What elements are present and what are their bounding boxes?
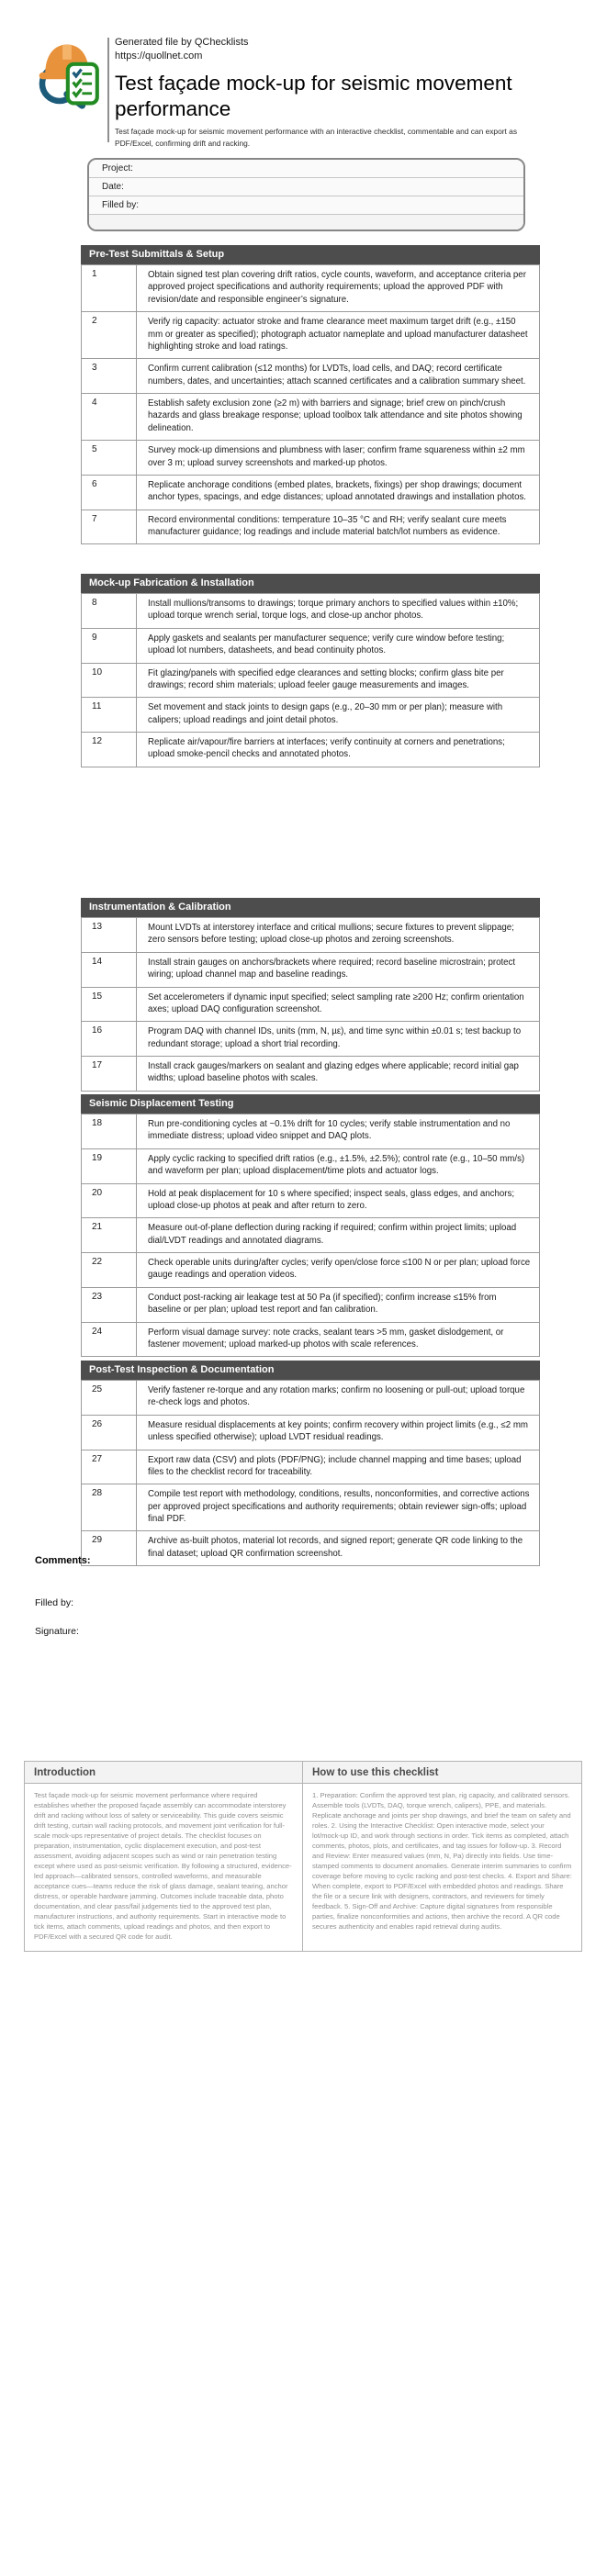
- item-text: Perform visual damage survey: note cracks, sealant tears >5 mm, gasket dislodgement, or fastener movement; upload marked-up photos with scale references.: [137, 1322, 540, 1357]
- checklist-row: [82, 1148, 540, 1183]
- checklist-table: [81, 593, 540, 767]
- intro-column: [25, 1762, 303, 1951]
- section-header: Pre-Test Submittals & Setup: [81, 245, 540, 264]
- item-number: 11: [82, 698, 137, 733]
- section-header: Seismic Displacement Testing: [81, 1094, 540, 1114]
- item-text: Fit glazing/panels with specified edge clearances and setting blocks; confirm glass bite per drawings; record shim materials; upload feeler gauge measurements and images.: [137, 663, 540, 698]
- item-number: 5: [82, 441, 137, 476]
- item-text: Record environmental conditions: temperature 10–35 °C and RH; verify sealant cure meets manufacturer guidance; log readings and include material batch/lot numbers as evidence.: [137, 510, 540, 544]
- item-number: 4: [82, 394, 137, 441]
- item-number: 21: [82, 1218, 137, 1253]
- item-number: 10: [82, 663, 137, 698]
- item-text: Check operable units during/after cycles; verify open/close force ≤100 N or per plan; upload force gauge readings and operation videos.: [137, 1253, 540, 1288]
- qchecklists-logo-icon: [29, 34, 105, 109]
- checklist-row: [82, 1381, 540, 1416]
- item-number: 14: [82, 952, 137, 987]
- howto-heading: How to use this checklist: [303, 1762, 581, 1784]
- item-number: 26: [82, 1415, 137, 1450]
- checklist-table: [81, 1114, 540, 1357]
- checklist-row: [82, 475, 540, 510]
- checklist-row: [82, 312, 540, 359]
- checklist-row: [82, 1531, 540, 1566]
- item-text: Apply cyclic racking to specified drift ratios (e.g., ±1.5%, ±2.5%); control rate (e.g., 10–50 mm/s) and waveform per plan; upload displacement/time plots and actuator logs.: [137, 1148, 540, 1183]
- checklist-row: [82, 394, 540, 441]
- section-seismic-displacement-testing: [81, 1094, 540, 1357]
- header: [115, 36, 556, 149]
- section-pre-test-submittals-setup: [81, 245, 540, 544]
- checklist-row: [82, 594, 540, 629]
- howto-column: [303, 1762, 581, 1951]
- item-text: Install strain gauges on anchors/brackets where required; record baseline microstrain; protect wiring; upload channel map and baseline readings.: [137, 952, 540, 987]
- filled-by-label: Filled by:: [35, 1597, 74, 1608]
- item-text: Run pre-conditioning cycles at ~0.1% drift for 10 cycles; verify stable instrumentation and no immediate distress; upload video snippet and DAQ plots.: [137, 1114, 540, 1149]
- intro-heading: Introduction: [25, 1762, 302, 1784]
- item-number: 22: [82, 1253, 137, 1288]
- meta-row-label: Date:: [102, 182, 124, 192]
- project-info-box: [87, 158, 525, 231]
- item-number: 7: [82, 510, 137, 544]
- item-number: 28: [82, 1484, 137, 1531]
- meta-row-label: Project:: [102, 163, 133, 174]
- item-number: 19: [82, 1148, 137, 1183]
- checklist-row: [82, 698, 540, 733]
- checklist-row: [82, 918, 540, 953]
- generated-by-line: Generated file by QChecklists: [115, 37, 249, 48]
- item-number: 18: [82, 1114, 137, 1149]
- item-number: 23: [82, 1287, 137, 1322]
- checklist-row: [82, 1022, 540, 1057]
- checklist-row: [82, 628, 540, 663]
- page-title: Test façade mock-up for seismic movement performance: [115, 71, 512, 121]
- item-text: Survey mock-up dimensions and plumbness with laser; confirm frame squareness within ±2 mm over 3 m; upload survey screenshots and marked-up photos.: [137, 441, 540, 476]
- vertical-divider: [107, 38, 109, 142]
- footer-panel: [24, 1761, 582, 1952]
- checklist-table: [81, 917, 540, 1092]
- checklist-row: [82, 663, 540, 698]
- item-number: 15: [82, 987, 137, 1022]
- site-url: https://quollnet.com: [115, 50, 203, 62]
- item-text: Confirm current calibration (≤12 months) for LVDTs, load cells, and DAQ; record certificate numbers, dates, and uncertainties; attach scanned certificates and a calibration summary sheet.: [137, 359, 540, 394]
- item-number: 20: [82, 1183, 137, 1218]
- checklist-row: [82, 1484, 540, 1531]
- item-text: Replicate air/vapour/fire barriers at interfaces; verify continuity at corners and penetrations; upload smoke-pencil checks and annotated photos.: [137, 733, 540, 767]
- item-text: Install crack gauges/markers on sealant and glazing edges where applicable; record initial gap widths; upload baseline photos with scales.: [137, 1057, 540, 1092]
- item-text: Verify fastener re-torque and any rotation marks; confirm no loosening or pull-out; upload torque re-check logs and photos.: [137, 1381, 540, 1416]
- item-number: 1: [82, 265, 137, 312]
- item-number: 25: [82, 1381, 137, 1416]
- item-text: Verify rig capacity: actuator stroke and frame clearance meet maximum target drift (e.g., ±150 mm or greater as specified); photograph actuator nameplate and upload manufacturer datasheet highlighting stroke and load ratings.: [137, 312, 540, 359]
- meta-row: [89, 196, 523, 215]
- item-number: 17: [82, 1057, 137, 1092]
- signature-label: Signature:: [35, 1626, 79, 1637]
- item-text: Measure residual displacements at key points; confirm recovery within project limits (e.g., ≤2 mm unless specified otherwise); upload LVDT residual readings.: [137, 1415, 540, 1450]
- checklist-row: [82, 1183, 540, 1218]
- checklist-row: [82, 1253, 540, 1288]
- item-text: Mount LVDTs at interstorey interface and critical mullions; secure fixtures to prevent slippage; zero sensors before testing; upload close-up photos and zeroing screenshots.: [137, 918, 540, 953]
- section-post-test-inspection-documentation: [81, 1361, 540, 1566]
- item-text: Set movement and stack joints to design gaps (e.g., 20–30 mm or per plan); measure with calipers; upload readings and joint detail photos.: [137, 698, 540, 733]
- checklist-row: [82, 510, 540, 544]
- checklist-row: [82, 952, 540, 987]
- section-header: Instrumentation & Calibration: [81, 898, 540, 917]
- item-text: Export raw data (CSV) and plots (PDF/PNG); include channel mapping and time bases; upload files to the checklist record for traceability.: [137, 1450, 540, 1484]
- checklist-row: [82, 1450, 540, 1484]
- checklist-row: [82, 265, 540, 312]
- item-number: 3: [82, 359, 137, 394]
- item-number: 24: [82, 1322, 137, 1357]
- meta-row: [89, 160, 523, 178]
- item-text: Archive as-built photos, material lot records, and signed report; generate QR code linking to the final dataset; upload QR confirmation screenshot.: [137, 1531, 540, 1566]
- item-text: Hold at peak displacement for 10 s where specified; inspect seals, glass edges, and anchors; upload close-up photos at peak and after return to zero.: [137, 1183, 540, 1218]
- item-number: 2: [82, 312, 137, 359]
- item-text: Apply gaskets and sealants per manufacturer sequence; verify cure window before testing; upload lot numbers, datasheets, and bead continuity photos.: [137, 628, 540, 663]
- item-number: 27: [82, 1450, 137, 1484]
- meta-row: [89, 215, 523, 231]
- checklist-row: [82, 1057, 540, 1092]
- item-text: Program DAQ with channel IDs, units (mm, N, µε), and time sync within ±0.01 s; test backup to redundant storage; upload a short trial recording.: [137, 1022, 540, 1057]
- section-header: Mock-up Fabrication & Installation: [81, 574, 540, 593]
- checklist-row: [82, 1218, 540, 1253]
- checklist-table: [81, 1380, 540, 1566]
- checklist-table: [81, 264, 540, 544]
- intro-body: Test façade mock-up for seismic movement performance where required establishes whether the proposed façade assembly can accommodate interstorey drift and racking without loss of safety or serviceability. This guide covers seismic drift testing, curtain wall racking protocols, and movement joint verification for full-scale mock-ups representative of project details. The checklist focuses on preparation, instrumentation, cyclic displacement execution, and post-test assessment, avoiding adjacent scopes such as wind or rain penetration testing except where used as post-seismic verification. By following a structured, evidence-led approach—calibrated sensors, controlled waveforms, and measurable acceptance cues—teams reduce the risk of glass damage, sealant tearing, anchor distress, or operable hardware jamming. Outcomes include traceable data, photo documentation, and clear pass/fail judgements tied to the approved test plan, manufacturer instructions, and authority requirements. Start in interactive mode to tick items, attach comments, upload readings and photos, and then export to PDF/Excel with a secured QR code for audit.: [34, 1791, 292, 1941]
- item-text: Obtain signed test plan covering drift ratios, cycle counts, waveform, and acceptance criteria per approved project specifications and authority requirements; upload the approved PDF with revision/date and responsible engineer’s signature.: [137, 265, 540, 312]
- checklist-row: [82, 1114, 540, 1149]
- section-instrumentation-calibration: [81, 898, 540, 1092]
- item-text: Replicate anchorage conditions (embed plates, brackets, fixings) per shop drawings; document anchor types, spacings, and edge distances; upload annotated drawings and installation photos.: [137, 475, 540, 510]
- item-number: 8: [82, 594, 137, 629]
- section-mockup-fabrication-installation: [81, 574, 540, 767]
- item-text: Compile test report with methodology, conditions, results, nonconformities, and corrective actions per approved project specifications and authority requirements; obtain reviewer sign-offs; upload final PDF.: [137, 1484, 540, 1531]
- hardhat-ridge-icon: [62, 45, 72, 60]
- checklist-row: [82, 987, 540, 1022]
- checklist-row: [82, 441, 540, 476]
- item-number: 13: [82, 918, 137, 953]
- item-text: Conduct post-racking air leakage test at 50 Pa (if specified); confirm increase ≤15% from baseline or per plan; upload test report and fan calibration.: [137, 1287, 540, 1322]
- checklist-row: [82, 1322, 540, 1357]
- item-number: 9: [82, 628, 137, 663]
- checklist-row: [82, 733, 540, 767]
- howto-body: 1. Preparation: Confirm the approved test plan, rig capacity, and calibrated sensors. Assemble tools (LVDTs, DAQ, torque wrench, calipers), PPE, and materials. Replicate anchorage and joints per shop drawings, and brief the team on safety and roles. 2. Using the Interactive Checklist: Open interactive mode, select your lot/mock-up ID, and work through sections in order. Tick items as completed, attach comments, photos, plots, and certificates, and tag issues for follow-up. 3. Record and Review: Enter measured values (mm, N, Pa) directly into fields. Use time-stamped comments to document anomalies. Generate interim summaries to confirm coverage before moving to cyclic racking and post-test checks. 4. Export and Share: When complete, export to PDF/Excel with embedded photos and readings. Share the file or a secure link with designers, contractors, and reviewers for timely feedback. 5. Sign-Off and Archive: Capture digital signatures from responsible parties, finalize nonconformities and actions, then archive the record. A QR code secures authenticity and enables rapid retrieval during audits.: [312, 1791, 572, 1931]
- item-text: Establish safety exclusion zone (≥2 m) with barriers and signage; brief crew on pinch/crush hazards and glass breakage response; upload toolbox talk attendance and site photos showing delineation.: [137, 394, 540, 441]
- checklist-row: [82, 359, 540, 394]
- item-number: 16: [82, 1022, 137, 1057]
- item-text: Measure out-of-plane deflection during racking if required; confirm within project limits; upload dial/LVDT readings and annotated diagrams.: [137, 1218, 540, 1253]
- page-subtitle: Test façade mock-up for seismic movement performance with an interactive checklist, commentable and can export as PDF/Excel, confirming drift and racking.: [115, 126, 518, 148]
- comments-label: Comments:: [35, 1555, 91, 1566]
- item-number: 12: [82, 733, 137, 767]
- item-text: Install mullions/transoms to drawings; torque primary anchors to specified values within ±10%; upload torque wrench serial, torque logs, and close-up anchor photos.: [137, 594, 540, 629]
- checklist-row: [82, 1287, 540, 1322]
- item-number: 6: [82, 475, 137, 510]
- meta-row-label: Filled by:: [102, 200, 140, 210]
- checklist-row: [82, 1415, 540, 1450]
- meta-row: [89, 178, 523, 196]
- section-header: Post-Test Inspection & Documentation: [81, 1361, 540, 1380]
- item-text: Set accelerometers if dynamic input specified; select sampling rate ≥200 Hz; confirm orientation axes; upload DAQ configuration screenshot.: [137, 987, 540, 1022]
- item-number: 29: [82, 1531, 137, 1566]
